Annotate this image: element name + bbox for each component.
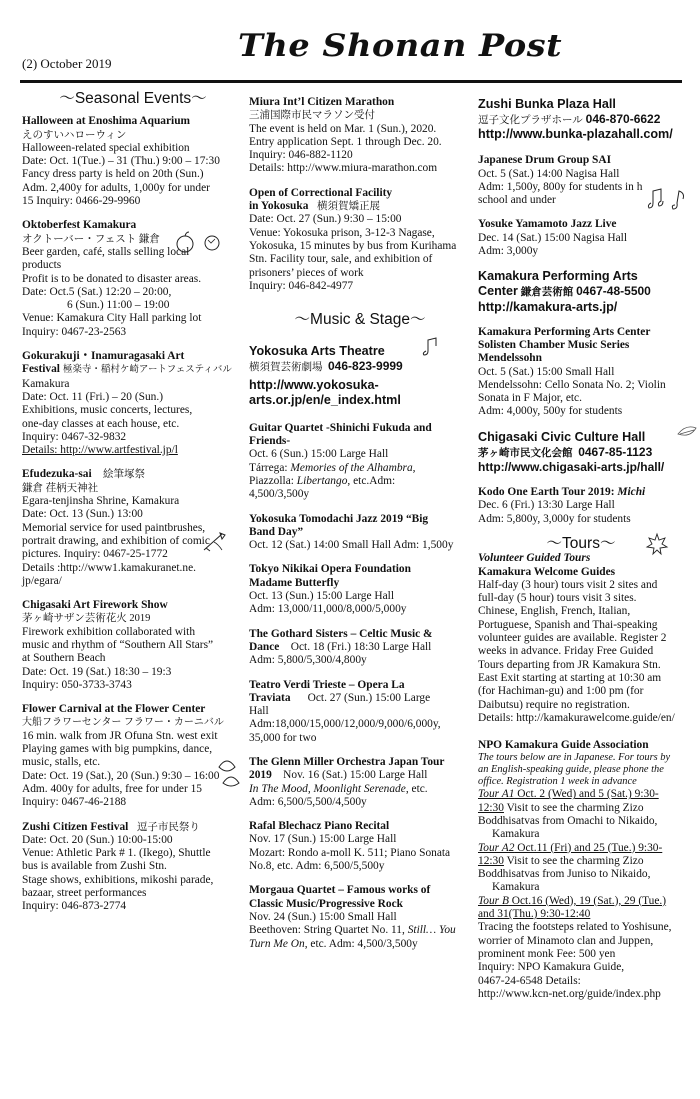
event-date: Date: Oct. 20 (Sun.) 10:00-15:00 [22, 833, 173, 846]
event-title-jp: 極楽寺・稲村ケ崎アートフェスティバル [62, 365, 232, 376]
event-date: Date: Oct. 1(Tue.) – 31 (Thu.) 9:00 – 17:30 [22, 155, 220, 168]
event-date: Date: Oct. 27 (Sun.) 9:30 – 15:00 [249, 213, 402, 226]
tour-npo-kamakura-guide [478, 739, 684, 1001]
event-detail: bazaar, street performances [22, 887, 147, 900]
event-admission: Adm: 13,000/11,000/8,000/5,000y [249, 603, 407, 616]
event-date: Oct. 18 (Fri.) 18:30 Large Hall [290, 640, 432, 653]
event-date: Oct. 13 (Sun.) 15:00 Large Hall [249, 590, 394, 603]
event-inquiry: 15 Inquiry: 0466-29-9960 [22, 195, 141, 208]
venue-url[interactable]: http://www.chigasaki-arts.jp/hall/ [478, 460, 665, 475]
event-title: Dance [249, 640, 280, 653]
event-admission: Adm: 4,000y, 500y for students [478, 405, 623, 418]
music-notes-doodle-icon [645, 185, 695, 211]
section-heading-seasonal-events: ～Seasonal Events～ [59, 90, 207, 107]
event-inquiry: Inquiry: 0467-46-2188 [22, 796, 127, 809]
venue-name: Center [478, 284, 518, 299]
event-admission: Adm: 6,500/5,500/4,500y [249, 795, 367, 808]
event-detail: Halloween-related special exhibition [22, 141, 190, 154]
event-detail: one-day classes at each house, etc. [22, 417, 180, 430]
event-title: Zushi Citizen Festival [22, 820, 129, 833]
event-title: Friends- [249, 435, 291, 448]
event-date: Nov. 24 (Sun.) 15:00 Small Hall [249, 910, 397, 923]
tour-detail: Visit to see the charming Zizo [503, 801, 644, 814]
event-solisten-mendelssohn [478, 326, 684, 419]
event-detail: Fancy dress party is held on 20th (Sun.) [22, 168, 204, 181]
section-heading-tours: ～Tours～ [546, 534, 616, 552]
tour-detail: weeks in advance. Friday Free Guided [478, 645, 654, 658]
event-admission: 35,000 for two [249, 731, 317, 744]
venue-phone: 046-870-6622 [585, 112, 661, 126]
tour-detail: volunteer guides are available. Register 2 [478, 632, 667, 645]
event-title: Japanese Drum Group SAI [478, 154, 612, 167]
event-detail: , etc.Adm: [347, 474, 396, 487]
event-title-jp: えのすいハローウィン [22, 129, 127, 141]
tour-detail: Kamakura [492, 828, 540, 841]
event-detail: Stn. Facility tour, sale, and exhibition of [249, 253, 433, 266]
event-title: Yokosuka Tomodachi Jazz 2019 “Big [249, 512, 429, 525]
tour-detail: Boddhisatvas from Omachi to Nikaido, [478, 814, 658, 827]
event-detail: bus is available from Zushi Stn. [22, 860, 167, 873]
tour-code: Tour A2 [478, 841, 515, 854]
event-admission: , etc. Adm: 4,500/3,500y [304, 937, 418, 950]
event-detail: Exhibitions, music concerts, lectures, [22, 404, 193, 417]
venue-name-jp: 茅ヶ崎市民文化会館 [478, 447, 573, 459]
venue-kamakura-arts-center [478, 269, 684, 314]
event-details-link[interactable]: Details: http://www.artfestival.jp/l [22, 444, 178, 457]
issue-date: (2) October 2019 [22, 56, 112, 71]
event-title: The Gothard Sisters – Celtic Music & [249, 627, 433, 640]
event-title: Solisten Chamber Music Series [478, 338, 630, 351]
event-admission: Adm:18,000/15,000/12,000/9,000/6,000y, [249, 718, 441, 731]
event-inquiry: pictures. Inquiry: 0467-25-1772 [22, 548, 168, 561]
event-program: Sonata in F Major, etc. [478, 392, 582, 405]
event-title: Kodo One Earth Tour 2019: [478, 486, 618, 499]
event-inquiry: Inquiry: 0467-32-9832 [22, 430, 127, 443]
event-title: Tokyo Nikikai Opera Foundation [249, 563, 411, 576]
event-detail: Stage shows, exhibitions, mikoshi parade, [22, 873, 214, 886]
program-composer: Tárrega: [249, 461, 291, 474]
tour-title: NPO Kamakura Guide Association [478, 739, 649, 752]
event-detail: prisoners’ pieces of work [249, 266, 364, 279]
event-detail: Entry application Sept. 1 through Dec. 20. [249, 135, 442, 148]
event-kodo-tour [478, 486, 684, 526]
event-zushi-festival [22, 821, 244, 914]
event-detail: Profit is to be donated to disaster areas. [22, 272, 202, 285]
event-glenn-miller [249, 756, 471, 809]
event-title: Yosuke Yamamoto Jazz Live [478, 218, 617, 231]
event-date: 6 (Sun.) 11:00 – 19:00 [67, 299, 170, 312]
program-composer: Piazzolla: [249, 474, 297, 487]
event-detail: Firework exhibition collaborated with [22, 625, 196, 638]
event-title: Madame Butterfly [249, 576, 340, 589]
tour-fee: prominent monk Fee: 500 yen [478, 947, 616, 960]
event-flower-carnival [22, 703, 244, 809]
event-admission: No.8, etc. Adm: 6,500/5,500y [249, 860, 385, 873]
event-date: Oct. 5 (Sat.) 15:00 Small Hall [478, 365, 615, 378]
event-title: in Yokosuka [249, 200, 309, 213]
event-program: Beethoven: String Quartet No. 11, [249, 924, 408, 937]
event-detail: Memorial service for used paintbrushes, [22, 521, 206, 534]
program-work: In The Mood, Moonlight Serenade [249, 782, 406, 795]
event-detail: Playing games with big pumpkins, dance, [22, 743, 213, 756]
event-title: Kamakura Performing Arts Center [478, 325, 651, 338]
event-detail: portrait drawing, and exhibition of comic [22, 534, 210, 547]
event-title: Traviata [249, 691, 291, 704]
tour-detail: Tracing the footsteps related to Yoshisune, [478, 921, 672, 934]
event-title: Guitar Quartet -Shinichi Fukuda and [249, 421, 432, 434]
maple-leaf-doodle-icon [645, 532, 669, 556]
program-work: Turn Me On [249, 937, 305, 950]
event-inquiry: Inquiry: 0467-23-2563 [22, 325, 127, 338]
event-title: Teatro Verdi Trieste – Opera La [249, 678, 405, 691]
tour-date: Oct. 2 (Wed) and 5 (Sat.) 9:30- [514, 788, 659, 801]
tour-detail: Kamakura [492, 881, 540, 894]
brush-doodle-icon [200, 530, 230, 554]
event-program: Mozart: Rondo a-moll K. 511; Piano Sonata [249, 846, 451, 859]
event-art-festival [22, 350, 244, 457]
event-title-jp: 三浦国際市民マラソン受付 [249, 110, 375, 122]
event-date: Nov. 17 (Sun.) 15:00 Large Hall [249, 833, 397, 846]
venue-zushi-bunka-plaza [478, 97, 684, 142]
event-program: Mendelssohn: Cello Sonata No. 2; Violin [478, 378, 666, 391]
event-detail: Yokosuka, 15 minutes by bus from Kurihama [249, 239, 457, 252]
section-heading-music-stage: ～Music & Stage～ [294, 311, 426, 329]
event-date: Dec. 6 (Fri.) 13:30 Large Hall [478, 499, 615, 512]
event-details-link[interactable]: jp/egara/ [22, 574, 62, 587]
tour-detail: Daibutsu) require no registration. [478, 698, 630, 711]
column-seasonal-events [22, 90, 244, 925]
event-inquiry: Inquiry: 046-873-2774 [22, 900, 127, 913]
event-date: Hall [249, 705, 269, 718]
event-detail: products [22, 259, 62, 272]
venue-name-jp: 逗子文化プラザホール [478, 115, 583, 126]
event-admission: school and under [478, 194, 556, 207]
event-halloween-aquarium [22, 115, 244, 208]
event-title: Open of Correctional Facility [249, 186, 393, 199]
leaf-doodle-icon [676, 424, 698, 442]
venue-name-jp: 横須賀芸術劇場 [249, 362, 323, 374]
event-title: Flower Carnival at the Flower Center [22, 703, 206, 716]
newspaper-title: The Shonan Post [238, 28, 563, 64]
event-title: Efudezuka-sai [22, 468, 92, 481]
event-date: Date: Oct.5 (Sat.) 12:20 – 20:00, [22, 285, 172, 298]
tour-code: Tour B [478, 894, 509, 907]
event-inquiry: Inquiry: 046-882-1120 [249, 149, 353, 162]
event-la-traviata [249, 679, 471, 745]
event-firework-show [22, 599, 244, 692]
venue-name: Kamakura Performing Arts [478, 269, 638, 284]
tour-detail: Chinese, English, French, Italian, [478, 605, 631, 618]
venue-chigasaki-civic-hall [478, 430, 684, 475]
event-date: Dec. 14 (Sat.) 15:00 Nagisa Hall [478, 231, 627, 244]
tour-code: Tour A1 [478, 788, 515, 801]
event-opera-butterfly [249, 563, 471, 616]
event-venue: Venue: Yokosuka prison, 3-12-3 Nagase, [249, 226, 435, 239]
tour-inquiry: 0467-24-6548 Details: [478, 974, 581, 987]
event-detail: , etc. [405, 782, 428, 795]
event-title-jp: 絵筆塚祭 [103, 469, 146, 481]
venue-phone: 0467-48-5500 [576, 284, 651, 299]
event-admission: Adm: 3,000y [478, 245, 539, 258]
tour-date: Oct.16 (Wed), 19 (Sat.), 29 (Tue.) [508, 894, 667, 907]
tour-detail: Boddhisatvas from Juniso to Nikaido, [478, 868, 651, 881]
event-admission: Adm: 5,800/5,300/4,800y [249, 654, 367, 667]
tour-detail: (for Hachiman-gu) and 1:00 pm (for [478, 685, 644, 698]
tour-detail: Half-day (3 hour) tours visit 2 sites and [478, 578, 658, 591]
program-work: Libertango [296, 474, 348, 487]
tour-heading: Volunteer Guided Tours [478, 552, 591, 565]
chestnut-doodle-icon [215, 755, 247, 789]
venue-url[interactable]: arts.or.jp/en/e_index.html [249, 392, 401, 407]
event-detail: The event is held on Mar. 1 (Sun.), 2020. [249, 122, 437, 135]
event-admission: Adm: 1,500y, 800y for students in h [478, 180, 643, 193]
event-efudezuka [22, 468, 244, 588]
event-title: Miura Int’l Citizen Marathon [249, 96, 395, 108]
event-title: Gokurakuji・Inamuragasaki Art [22, 350, 185, 363]
tour-detail: Visit to see the charming Zizo [503, 854, 644, 867]
event-detail: music, stalls, etc. [22, 756, 101, 769]
event-venue: Venue: Athletic Park # 1. (Ikego), Shuttle [22, 847, 211, 860]
event-date: Oct. 12 (Sat.) 14:00 Small Hall Adm: 1,500y [249, 539, 454, 552]
event-detail: at Southern Beach [22, 652, 106, 665]
venue-name: Zushi Bunka Plaza Hall [478, 97, 616, 111]
venue-name: Yokosuka Arts Theatre [249, 344, 385, 359]
venue-name-jp: 鎌倉芸術館 [520, 287, 574, 299]
event-location-jp: 鎌倉 荏柄天神社 [22, 482, 99, 494]
event-location: Kamakura [22, 377, 70, 390]
event-details-link[interactable]: Details: http://www.miura-marathon.com [249, 162, 438, 175]
event-guitar-quartet [249, 422, 471, 502]
event-venue: Venue: Kamakura City Hall parking lot [22, 312, 202, 325]
tour-detail: Tours departing from JR Kamakura Stn. [478, 658, 661, 671]
program-work: Still… You [407, 924, 456, 937]
header-rule [20, 80, 682, 83]
venue-phone: 046-823-9999 [328, 359, 403, 374]
event-title: Oktoberfest Kamakura [22, 219, 137, 232]
venue-url[interactable]: http://kamakura-arts.jp/ [478, 299, 618, 314]
tour-inquiry: Inquiry: NPO Kamakura Guide, [478, 961, 625, 974]
event-title: 2019 [249, 769, 272, 782]
tour-detail: Portuguese, Spanish and Thai-speaking [478, 618, 658, 631]
venue-phone: 0467-85-1123 [578, 444, 653, 459]
event-title: Rafal Blechacz Piano Recital [249, 820, 390, 833]
event-title: Morgaua Quartet – Famous works of [249, 884, 431, 897]
event-admission: 4,500/3,500y [249, 488, 310, 501]
tour-detail: full-day (5 hour) tours visit 3 sites. [478, 592, 637, 605]
program-work: Memories of the Alhambra, [290, 461, 416, 474]
event-location: Egara-tenjinsha Shrine, Kamakura [22, 495, 180, 508]
event-admission: Adm: 5,800y, 3,000y for students [478, 512, 631, 525]
event-title: Michi [617, 486, 646, 499]
tour-kamakura-welcome-guides [478, 552, 684, 725]
event-title: Mendelssohn [478, 352, 542, 365]
tour-details-link[interactable]: Details: http://kamakurawelcome.guide/en/ [478, 711, 675, 724]
event-title: Festival [22, 363, 60, 376]
event-date: Date: Oct. 13 (Sun.) 13:00 [22, 508, 143, 521]
event-title: Halloween at Enoshima Aquarium [22, 115, 191, 128]
event-title: Band Day” [249, 525, 304, 538]
event-admission: Adm. 2,400y for adults, 1,000y for under [22, 181, 210, 194]
event-detail: Beer garden, café, stalls selling local [22, 245, 190, 258]
event-tomodachi-jazz [249, 513, 471, 553]
event-date: Date: Oct. 11 (Fri.) – 20 (Sun.) [22, 390, 163, 403]
event-date: Date: Oct. 19 (Sat.), 20 (Sun.) 9:30 – 16:00 [22, 769, 220, 782]
event-miura-marathon [249, 96, 471, 176]
event-title: Chigasaki Art Firework Show [22, 599, 168, 612]
tour-date: 12:30 [478, 854, 504, 867]
event-detail: music and rhythm of “Southern All Stars” [22, 638, 214, 651]
event-morgaua-quartet [249, 884, 471, 950]
tour-note: office. Registration 1 week in advance [478, 776, 637, 788]
venue-url[interactable]: http://www.bunka-plazahall.com/ [478, 127, 673, 142]
tour-details-link[interactable]: http://www.kcn-net.org/guide/index.php [478, 987, 661, 1000]
event-title-jp: 横須賀矯正展 [316, 201, 380, 213]
event-inquiry: Inquiry: 050-3733-3743 [22, 678, 132, 691]
tour-note: an English-speaking guide, please phone the [478, 764, 664, 776]
event-detail: 16 min. walk from JR Ofuna Stn. west exit [22, 729, 218, 742]
tour-date: 12:30 [478, 801, 504, 814]
event-inquiry: Inquiry: 046-842-4977 [249, 279, 354, 292]
tour-date: and 31(Thu.) 9:30-12:40 [478, 908, 591, 921]
tour-title: Kamakura Welcome Guides [478, 565, 616, 578]
venue-url[interactable]: http://www.yokosuka- [249, 377, 379, 392]
event-title-jp: 茅ヶ崎サザン芸術花火 2019 [22, 613, 151, 625]
venue-name: Chigasaki Civic Culture Hall [478, 429, 646, 444]
event-title: Classic Music/Progressive Rock [249, 897, 403, 910]
event-date: Nov. 16 (Sat.) 15:00 Large Hall [283, 769, 428, 782]
tour-date: Oct.11 (Fri) and 25 (Tue.) 9:30- [514, 841, 663, 854]
event-correctional-facility [249, 187, 471, 293]
event-details-link[interactable]: Details :http://www1.kamakuranet.ne. [22, 561, 196, 574]
event-date: Oct. 5 (Sat.) 14:00 Nagisa Hall [478, 167, 620, 180]
event-date: Oct. 6 (Sun.) 15:00 Large Hall [249, 448, 389, 461]
event-date: Oct. 27 (Sun.) 15:00 Large [307, 691, 431, 704]
event-title-jp: 逗子市民祭り [136, 821, 200, 833]
tour-detail: worrier of Minamoto clan and Juppen, [478, 934, 654, 947]
column-music-stage [249, 96, 471, 962]
tour-note: The tours below are in Japanese. For tours by [478, 752, 671, 764]
event-blechacz-recital [249, 820, 471, 873]
event-title: The Glenn Miller Orchestra Japan Tour [249, 755, 445, 768]
tour-detail: East Exit starting at starting at 10:30 am [478, 671, 662, 684]
fruit-doodle-icon [170, 230, 230, 256]
event-date: Date: Oct. 19 (Sat.) 18:30 – 19:3 [22, 665, 172, 678]
event-title-jp: 大船フラワーセンター フラワー・カーニバル [22, 717, 224, 729]
event-yamamoto-jazz [478, 218, 684, 258]
event-title-jp: オクトーバー・フェスト 鎌倉 [22, 233, 160, 245]
event-admission: Adm. 400y for adults, free for under 15 [22, 782, 202, 795]
music-note-doodle-icon [420, 336, 440, 356]
event-gothard-sisters [249, 628, 471, 668]
